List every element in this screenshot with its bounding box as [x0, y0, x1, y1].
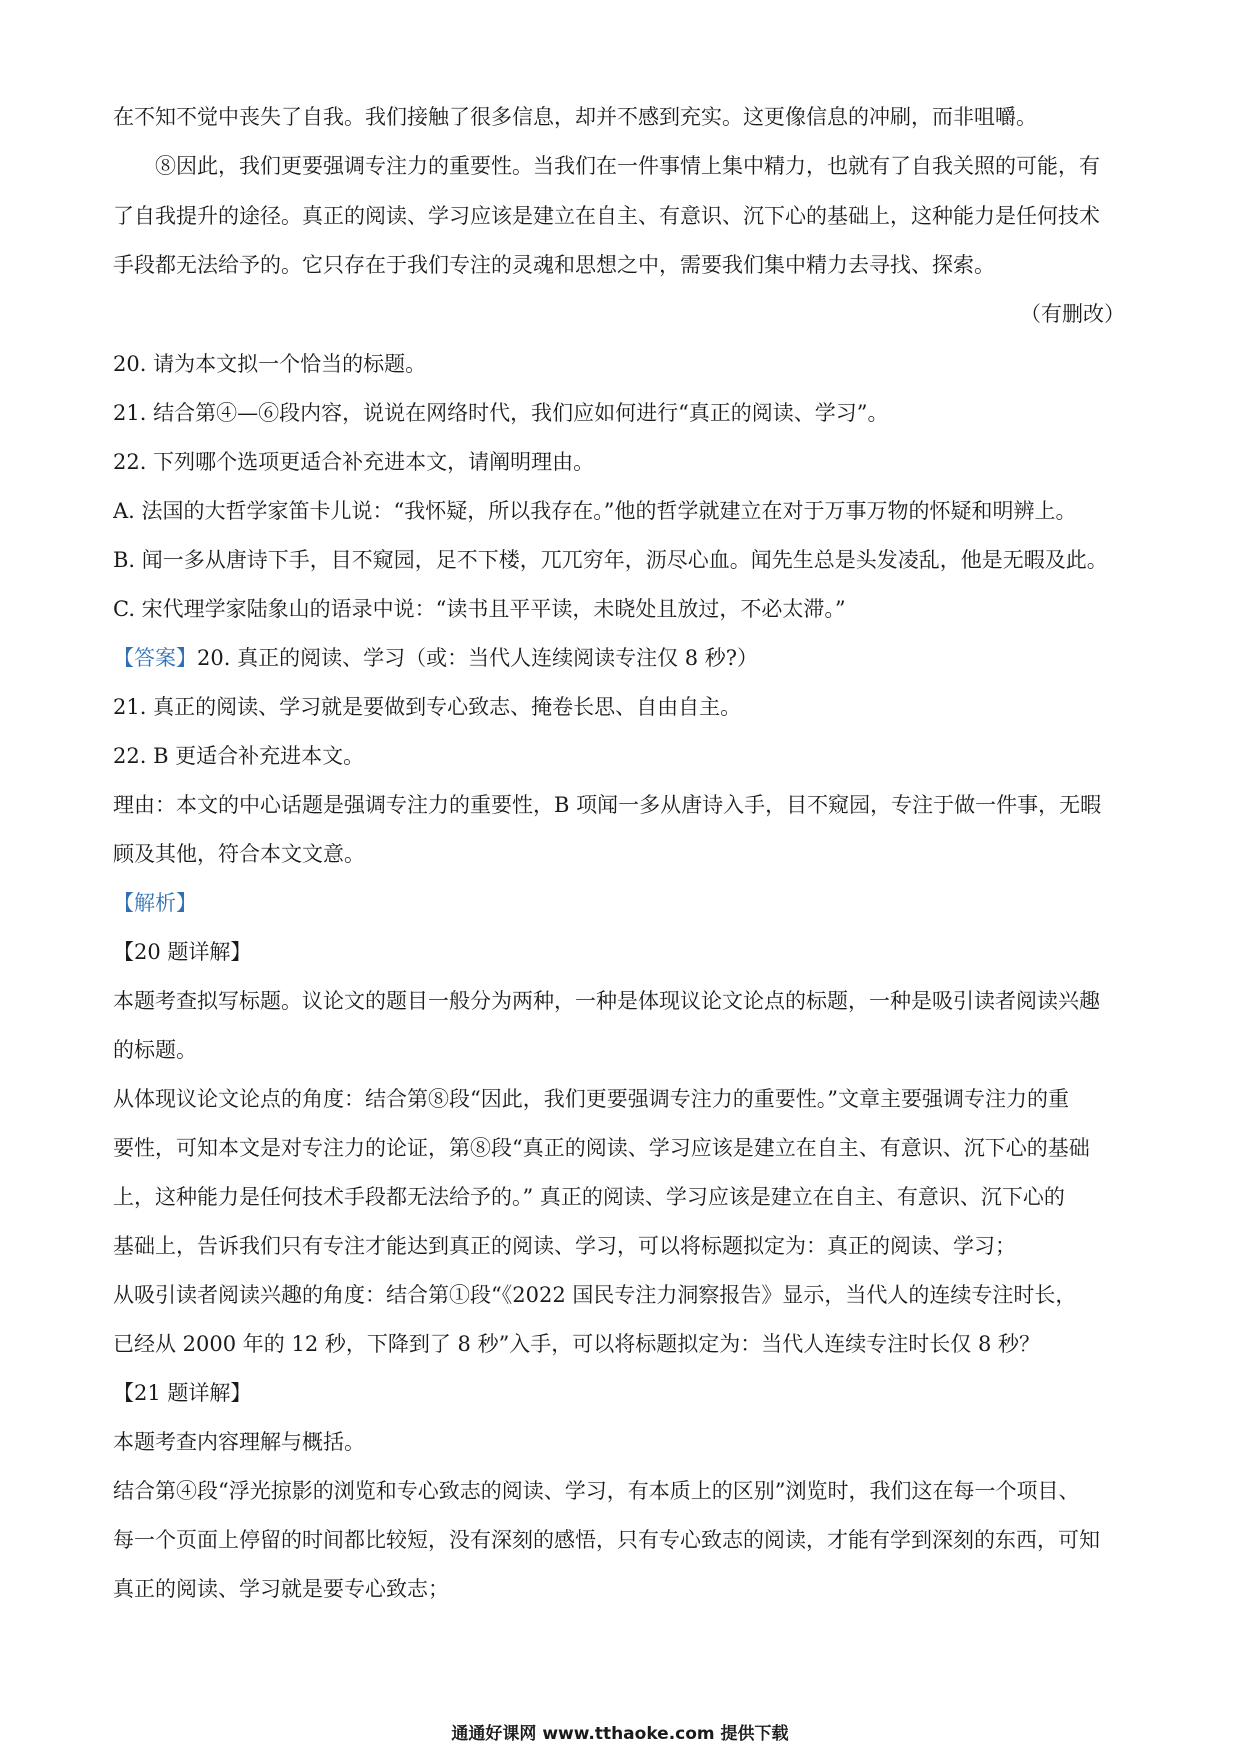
analysis-text: 结合第④段“浮光掠影的浏览和专心致志的阅读、学习，有本质上的区别”浏览时，我们这在每一个项目、 — [113, 1479, 1080, 1503]
analysis-text: 上，这种能力是任何技术手段都无法给予的。” 真正的阅读、学习应该是建立在自主、有意识、沉下心的 — [113, 1185, 1065, 1209]
analysis-text: 的标题。 — [113, 1038, 197, 1062]
analysis-text: 从吸引读者阅读兴趣的角度：结合第①段“《2022 国民专注力洞察报告》显示，当代人的连续专注时长， — [113, 1283, 1077, 1307]
question-22: 22. 下列哪个选项更适合补充进本文，请阐明理由。 — [113, 450, 595, 474]
option-a: A. 法国的大哲学家笛卡儿说：“我怀疑，所以我存在。”他的哲学就建立在对于万事万物的怀疑和明辨上。 — [113, 499, 1077, 523]
footer-watermark: 通通好课网 www.tthaoke.com 提供下载 — [451, 1724, 789, 1744]
question-21: 21. 结合第④—⑥段内容，说说在网络时代，我们应如何进行“真正的阅读、学习”。 — [113, 401, 889, 425]
analysis-20-heading: 【20 题详解】 — [113, 940, 252, 964]
passage-paragraph-8: ⑧因此，我们更要强调专注力的重要性。当我们在一件事情上集中精力，也就有了自我关照的可能，有 — [155, 154, 1100, 178]
answer-20: 20. 真正的阅读、学习（或：当代人连续阅读专注仅 8 秒?） — [197, 646, 759, 670]
analysis-text: 每一个页面上停留的时间都比较短，没有深刻的感悟，只有专心致志的阅读，才能有学到深刻的东西，可知 — [113, 1528, 1100, 1552]
analysis-text: 已经从 2000 年的 12 秒，下降到了 8 秒”入手，可以将标题拟定为：当代人连续专注时长仅 8 秒？ — [113, 1332, 1041, 1356]
analysis-text: 真正的阅读、学习就是要专心致志； — [113, 1577, 449, 1601]
analysis-21-heading: 【21 题详解】 — [113, 1381, 252, 1405]
answer-20-line — [113, 643, 1133, 673]
option-c: C. 宋代理学家陆象山的语录中说：“读书且平平读，未晓处且放过，不必太滞。” — [113, 597, 846, 621]
answer-21: 21. 真正的阅读、学习就是要做到专心致志、掩卷长思、自由自主。 — [113, 695, 742, 719]
answer-22: 22. B 更适合补充进本文。 — [113, 744, 365, 768]
analysis-label: 【解析】 — [113, 891, 197, 915]
analysis-text: 基础上，告诉我们只有专注才能达到真正的阅读、学习，可以将标题拟定为：真正的阅读、学习； — [113, 1234, 1016, 1258]
answer-reason: 理由：本文的中心话题是强调专注力的重要性，B 项闻一多从唐诗入手，目不窥园，专注于做一件事，无暇 — [113, 793, 1102, 817]
revision-note: （有删改） — [1020, 302, 1125, 326]
answer-label: 【答案】 — [113, 646, 197, 670]
analysis-text: 本题考查内容理解与概括。 — [113, 1430, 365, 1454]
answer-reason: 顾及其他，符合本文文意。 — [113, 842, 365, 866]
passage-line: 了自我提升的途径。真正的阅读、学习应该是建立在自主、有意识、沉下心的基础上，这种能力是任何技术 — [113, 204, 1100, 228]
question-20: 20. 请为本文拟一个恰当的标题。 — [113, 352, 427, 376]
analysis-text: 要性，可知本文是对专注力的论证，第⑧段“真正的阅读、学习应该是建立在自主、有意识、沉下心的基础 — [113, 1136, 1090, 1160]
analysis-text: 本题考查拟写标题。议论文的题目一般分为两种，一种是体现议论文论点的标题，一种是吸引读者阅读兴趣 — [113, 989, 1100, 1013]
passage-line: 在不知不觉中丧失了自我。我们接触了很多信息，却并不感到充实。这更像信息的冲刷，而非咀嚼。 — [113, 105, 1037, 129]
passage-line: 手段都无法给予的。它只存在于我们专注的灵魂和思想之中，需要我们集中精力去寻找、探索。 — [113, 253, 995, 277]
analysis-text: 从体现议论文论点的角度：结合第⑧段“因此，我们更要强调专注力的重要性。”文章主要强调专注力的重 — [113, 1087, 1069, 1111]
option-b: B. 闻一多从唐诗下手，目不窥园，足不下楼，兀兀穷年，沥尽心血。闻先生总是头发凌乱，他是无暇及此。 — [113, 548, 1108, 572]
